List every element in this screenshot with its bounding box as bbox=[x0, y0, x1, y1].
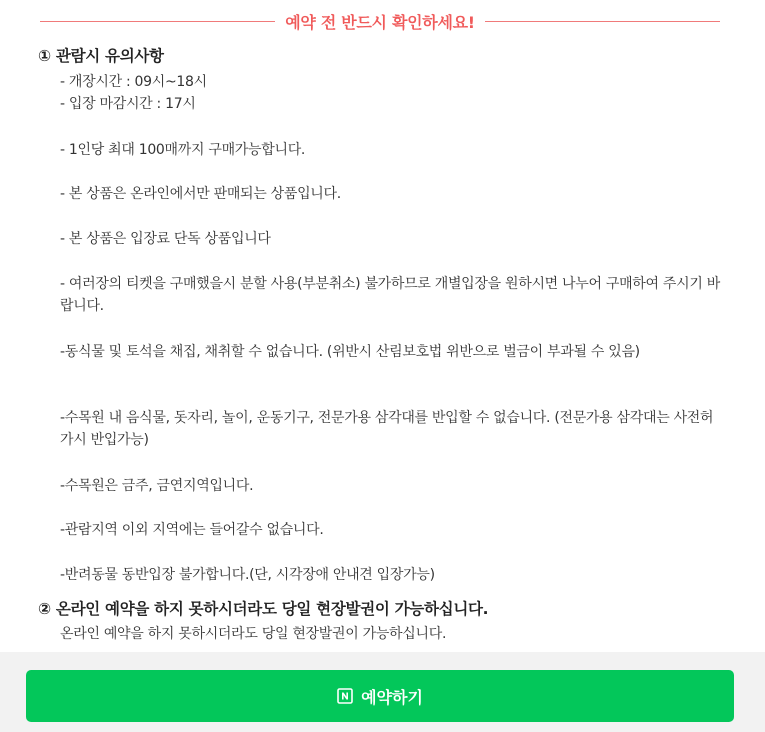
naver-n-icon bbox=[337, 688, 353, 704]
notice-paragraph: -관람지역 이외 지역에는 들어갈수 없습니다. bbox=[60, 522, 324, 538]
notice-paragraph: -수목원 내 음식물, 돗자리, 놀이, 운동기구, 전문가용 삼각대를 반입할 수 없습니다. (전문가용 삼각대는 사전허가시 반입가능) bbox=[60, 410, 714, 448]
notice-paragraph: - 본 상품은 입장료 단독 상품입니다 bbox=[60, 231, 271, 247]
footer-bar bbox=[0, 652, 765, 732]
notice-title-row bbox=[40, 8, 720, 34]
notice-paragraph: - 본 상품은 온라인에서만 판매되는 상품입니다. bbox=[60, 186, 341, 202]
notice-paragraph: - 입장 마감시간 : 17시 bbox=[60, 96, 196, 112]
reserve-button[interactable] bbox=[26, 670, 734, 722]
notice-paragraph: -수목원은 금주, 금연지역입니다. bbox=[60, 478, 254, 494]
notice-paragraph: - 1인당 최대 100매까지 구매가능합니다. bbox=[60, 142, 306, 158]
section2-heading: ② 온라인 예약을 하지 못하시더라도 당일 현장발권이 가능하십니다. bbox=[38, 600, 489, 618]
notice-paragraph: -반려동물 동반입장 불가합니다.(단, 시각장애 안내견 입장가능) bbox=[60, 567, 435, 583]
notice-paragraph: -동식물 및 토석을 채집, 채취할 수 없습니다. (위반시 산림보호법 위반으로 벌금이 부과될 수 있음) bbox=[60, 344, 640, 360]
reserve-button-label: 예약하기 bbox=[361, 687, 423, 707]
title-divider-left bbox=[40, 21, 275, 22]
notice-paragraph: - 여러장의 티켓을 구매했을시 분할 사용(부분취소) 불가하므로 개별입장을 원하시면 나누어 구매하여 주시기 바랍니다. bbox=[60, 276, 720, 314]
notice-paragraph: - 개장시간 : 09시~18시 bbox=[60, 74, 207, 90]
section2-body: 온라인 예약을 하지 못하시더라도 당일 현장발권이 가능하십니다. bbox=[60, 626, 447, 642]
notice-title: 예약 전 반드시 확인하세요! bbox=[285, 12, 475, 32]
title-divider-right bbox=[485, 21, 720, 22]
section1-heading: ① 관람시 유의사항 bbox=[38, 47, 164, 65]
